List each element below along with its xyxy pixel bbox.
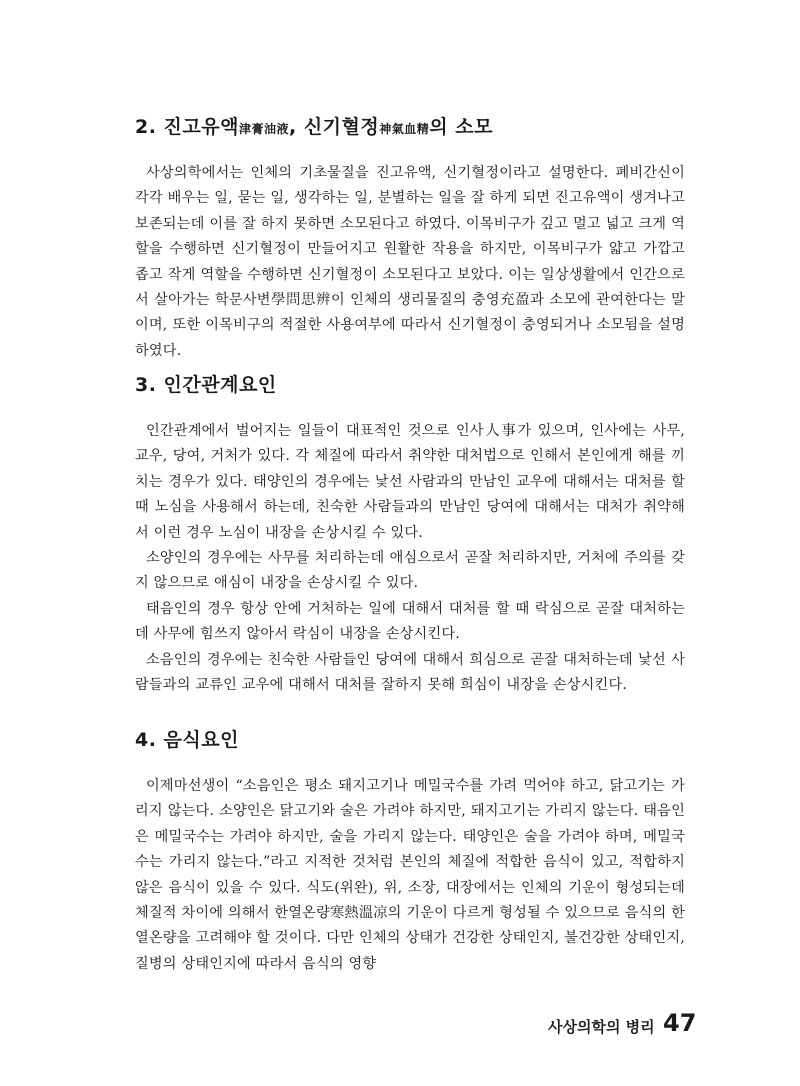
paragraph: 소양인의 경우에는 사무를 처리하는데 애심으로서 곧잘 처리하지만, 거처에 주의를 갖지 않으므로 애심이 내장을 손상시킬 수 있다. bbox=[135, 550, 685, 592]
section-heading: 4. 음식요인 bbox=[135, 729, 239, 751]
heading-text: 2. 진고유액 bbox=[135, 116, 239, 138]
paragraph: 사상의학에서는 인체의 기초물질을 진고유액, 신기혈정이라고 설명한다. 폐비간신이 각각 배우는 일, 묻는 일, 생각하는 일, 분별하는 일을 잘 하게 되면 진고유액이 생겨나고 보존되는데 이를 잘 하지 못하면 소모된다고 하였다. 이목비구가 깊고 멀고 넓고 크게 역할을 수행하면 신기혈정이 만들어지고 원활한 작용을 하지만, 이목비구가 얇고 가깝고 좁고 작게 역할을 수행하면 신기혈정이 소모된다고 보았다. 이는 일상생활에서 인간으로서 살아가는 학문사변學問思辨이 인체의 생리물질의 충영充盈과 소모에 관여한다는 말이며, 또한 이목비구의 적절한 사용여부에 따라서 신기혈정이 충영되거나 소모됨을 설명하였다. bbox=[135, 165, 685, 359]
running-footer-title: 사상의학의 병리 bbox=[548, 1018, 655, 1036]
page-number: 47 bbox=[663, 1009, 697, 1037]
paragraph: 인간관계에서 벌어지는 일들이 대표적인 것으로 인사人事가 있으며, 인사에는 사무, 교우, 당여, 거처가 있다. 각 체질에 따라서 취약한 대처법으로 인해서 본인에게 해를 끼치는 경우가 있다. 태양인의 경우에는 낯선 사람과의 만남인 교우에 대해서는 대처를 할 때 노심을 사용해서 하는데, 친숙한 사람들과의 만남인 당여에 대해서는 대처가 취약해서 이런 경우 노심이 내장을 손상시킬 수 있다. bbox=[135, 423, 685, 541]
heading-text: 의 소모 bbox=[429, 116, 493, 138]
paragraph: 태음인의 경우 항상 안에 거처하는 일에 대해서 대처를 할 때 락심으로 곧잘 대처하는데 사무에 힘쓰지 않아서 락심이 내장을 손상시킨다. bbox=[135, 600, 685, 643]
section-heading: 3. 인간관계요인 bbox=[135, 374, 277, 396]
heading-text: , 신기혈정 bbox=[289, 116, 380, 138]
paragraph: 소음인의 경우에는 친숙한 사람들인 당여에 대해서 희심으로 곧잘 대처하는데 낯선 사람들과의 교류인 교우에 대해서 대처를 잘하지 못해 희심이 내장을 손상시킨다. bbox=[135, 651, 685, 694]
heading-hanja: 津膏油液 bbox=[238, 122, 289, 136]
paragraph: 이제마선생이 “소음인은 평소 돼지고기나 메밀국수를 가려 먹어야 하고, 닭고기는 가리지 않는다. 소양인은 닭고기와 술은 가려야 하지만, 돼지고기는 가리지 않는다. 태음인은 메밀국수는 가려야 하지만, 술을 가리지 않는다. 태양인은 술을 가려야 하며, 메밀국수는 가리지 않는다.”라고 지적한 것처럼 본인의 체질에 적합한 음식이 있고, 적합하지 않은 음식이 있을 수 있다. 식도(위완), 위, 소장, 대장에서는 인체의 기운이 형성되는데 체질적 차이에 의해서 한열온량寒熱溫凉의 기운이 다르게 형성될 수 있으므로 음식의 한열온량을 고려해야 할 것이다. 다만 인체의 상태가 건강한 상태인지, 불건강한 상태인지, 질병의 상태인지에 따라서 음식의 영향 bbox=[135, 778, 685, 972]
section-heading bbox=[135, 112, 685, 139]
section-2 bbox=[135, 112, 685, 364]
heading-hanja: 神氣血精 bbox=[379, 122, 430, 136]
section-3 bbox=[135, 370, 685, 698]
section-4 bbox=[135, 725, 685, 977]
